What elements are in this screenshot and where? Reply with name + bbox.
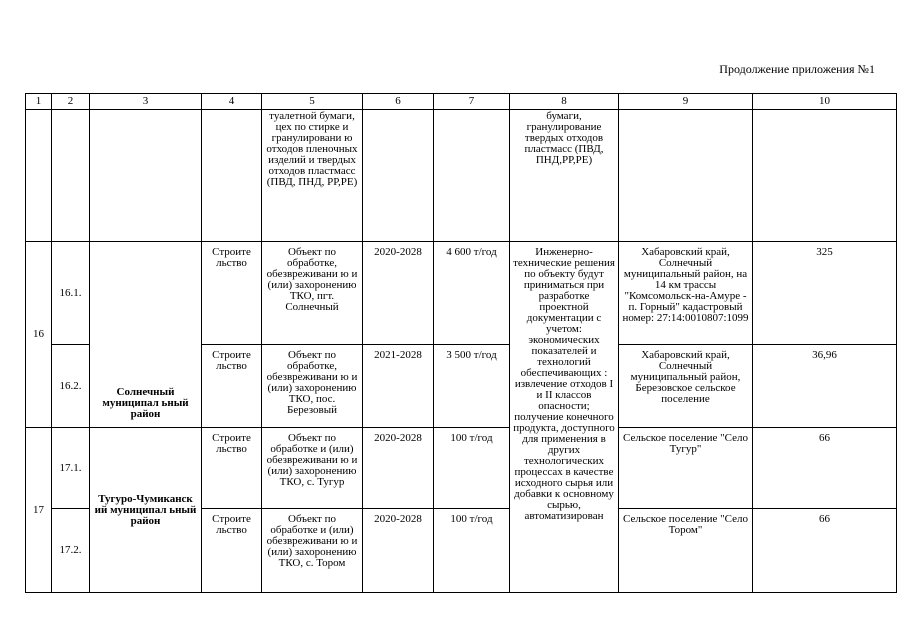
row-subnumber: 16.1.	[52, 242, 90, 345]
capacity: 4 600 т/год	[434, 242, 510, 345]
location: Хабаровский край, Солнечный муниципальный район, на 14 км трассы "Комсомольск-на-Амуре - п. Горный" кадастровый номер: 27:14:0010807:1099	[619, 242, 753, 345]
object-description: Объект по обработке, обезвреживани ю и (или) захоронению ТКО, пос. Березовый	[262, 345, 363, 428]
header-row	[26, 94, 897, 110]
row-subnumber: 17.2.	[52, 509, 90, 593]
row-subnumber: 17.1.	[52, 428, 90, 509]
location: Сельское поселение "Село Тором"	[619, 509, 753, 593]
object-description: Объект по обработке, обезвреживани ю и (или) захоронению ТКО, пгт. Солнечный	[262, 242, 363, 345]
column-header: 1	[26, 94, 52, 110]
location: Сельское поселение "Село Тугур"	[619, 428, 753, 509]
continuation-object-text: туалетной бумаги, цех по стирке и гранулировани ю отходов пленочных изделий и твердых отходов пластмасс (ПВД, ПНД, РР,РЕ)	[262, 110, 363, 242]
column-header: 2	[52, 94, 90, 110]
continuation-solution-text: бумаги, гранулирование твердых отходов пластмасс (ПВД, ПНД,РР,РЕ)	[510, 110, 619, 242]
period: 2020-2028	[363, 509, 434, 593]
object-description: Объект по обработке и (или) обезвреживани ю и (или) захоронению ТКО, с. Тором	[262, 509, 363, 593]
group-number: 17	[26, 428, 52, 593]
appendix-table	[25, 93, 897, 593]
appendix-caption: Продолжение приложения №1	[719, 62, 875, 76]
technical-solutions: Инженерно-технические решения по объекту будут приниматься при разработке проектной документации с учетом: экономических показателей и технологий обеспечивающих : извлечение отходов I и II классов опасности; получение конечного продукта, доступного для применения в других технологических процессах в качестве исходного сырья или добавки к основному сырью, автоматизирован	[510, 242, 619, 593]
period: 2021-2028	[363, 345, 434, 428]
work-type: Строите льство	[202, 509, 262, 593]
group-number: 16	[26, 242, 52, 428]
column-header: 10	[753, 94, 897, 110]
district-name: Тугуро-Чумиканск ий муниципал ьный район	[90, 428, 202, 593]
work-type: Строите льство	[202, 345, 262, 428]
value: 325	[753, 242, 897, 345]
value: 66	[753, 428, 897, 509]
object-description: Объект по обработке и (или) обезвреживани ю и (или) захоронению ТКО, с. Тугур	[262, 428, 363, 509]
row-subnumber: 16.2.	[52, 345, 90, 428]
work-type: Строите льство	[202, 242, 262, 345]
capacity: 3 500 т/год	[434, 345, 510, 428]
value: 66	[753, 509, 897, 593]
table-row	[26, 242, 897, 345]
column-header: 9	[619, 94, 753, 110]
location: Хабаровский край, Солнечный муниципальный район, Березовское сельское поселение	[619, 345, 753, 428]
column-header: 5	[262, 94, 363, 110]
value: 36,96	[753, 345, 897, 428]
column-header: 6	[363, 94, 434, 110]
capacity: 100 т/год	[434, 428, 510, 509]
column-header: 8	[510, 94, 619, 110]
capacity: 100 т/год	[434, 509, 510, 593]
column-header: 4	[202, 94, 262, 110]
work-type: Строите льство	[202, 428, 262, 509]
continuation-row	[26, 110, 897, 242]
district-name: Солнечный муниципал ьный район	[90, 242, 202, 428]
period: 2020-2028	[363, 428, 434, 509]
period: 2020-2028	[363, 242, 434, 345]
column-header: 7	[434, 94, 510, 110]
table-row	[26, 428, 897, 509]
column-header: 3	[90, 94, 202, 110]
